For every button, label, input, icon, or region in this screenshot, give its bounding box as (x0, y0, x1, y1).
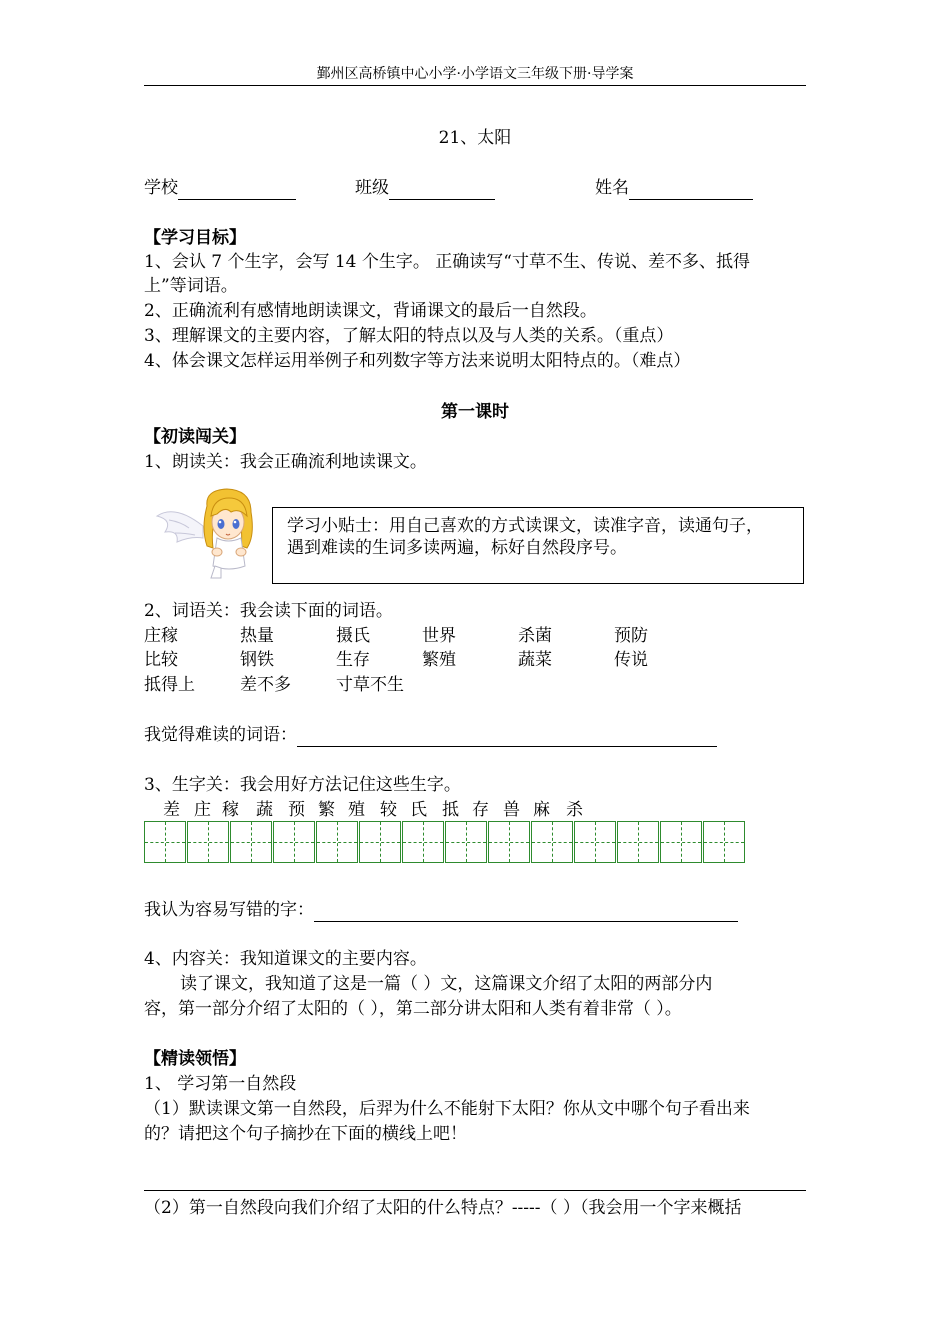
angel-icon (155, 486, 265, 581)
word: 繁殖 (422, 650, 456, 670)
writing-cell[interactable] (660, 821, 702, 863)
writing-cell[interactable] (316, 821, 358, 863)
name-label: 姓名 (595, 178, 629, 198)
p1-line-2: 的？请把这个句子摘抄在下面的横线上吧！ (144, 1124, 467, 1144)
char: 稼 (222, 800, 239, 820)
school-label: 学校 (144, 178, 178, 198)
page-header: 鄞州区高桥镇中心小学·小学语文三年级下册·导学案 (316, 66, 634, 82)
q1-reading: 1、朗读关：我会正确流利地读课文。 (144, 452, 427, 472)
writing-cell[interactable] (273, 821, 315, 863)
char: 杀 (566, 800, 583, 820)
hard-words-input-line[interactable] (297, 730, 717, 747)
writing-cell[interactable] (488, 821, 530, 863)
char: 蔬 (256, 800, 273, 820)
word: 热量 (240, 626, 274, 646)
word: 蔬菜 (518, 650, 552, 670)
writing-cell[interactable] (144, 821, 186, 863)
word: 生存 (336, 650, 370, 670)
easy-wrong-field[interactable] (144, 898, 738, 922)
school-field[interactable] (144, 176, 296, 200)
hard-words-label: 我觉得难读的词语： (144, 725, 297, 745)
name-input-line[interactable] (629, 183, 753, 200)
char: 预 (288, 800, 305, 820)
writing-cell[interactable] (359, 821, 401, 863)
summary-line-1: 读了课文，我知道了这是一篇（ ）文，这篇课文介绍了太阳的两部分内 (180, 974, 713, 994)
section-1-title: 1、 学习第一自然段 (144, 1074, 297, 1094)
char: 殖 (348, 800, 365, 820)
class-input-line[interactable] (389, 183, 495, 200)
word: 抵得上 (144, 675, 195, 695)
first-read-heading: 【初读闯关】 (144, 427, 246, 447)
char: 较 (380, 800, 397, 820)
hard-words-field[interactable] (144, 723, 717, 747)
char: 繁 (318, 800, 335, 820)
q2-words: 2、词语关：我会读下面的词语。 (144, 601, 393, 621)
char: 庄 (194, 800, 211, 820)
page-title: 21、太阳 (438, 128, 512, 148)
objective-3: 3、理解课文的主要内容，了解太阳的特点以及与人类的关系。（重点） (144, 326, 674, 346)
char: 抵 (442, 800, 459, 820)
char: 差 (163, 800, 180, 820)
q3-characters: 3、生字关：我会用好方法记住这些生字。 (144, 775, 461, 795)
char: 存 (472, 800, 489, 820)
objective-4: 4、体会课文怎样运用举例子和列数字等方法来说明太阳特点的。（难点） (144, 351, 691, 371)
lesson-title: 第一课时 (441, 402, 509, 422)
objective-1-line2: 上”等词语。 (144, 276, 238, 296)
q4-content: 4、内容关：我知道课文的主要内容。 (144, 949, 427, 969)
word: 杀菌 (518, 626, 552, 646)
writing-cell[interactable] (230, 821, 272, 863)
word: 摄氏 (336, 626, 370, 646)
writing-cell[interactable] (187, 821, 229, 863)
char: 兽 (503, 800, 520, 820)
objective-2: 2、正确流利有感情地朗读课文，背诵课文的最后一自然段。 (144, 301, 597, 321)
close-read-heading: 【精读领悟】 (144, 1049, 246, 1069)
writing-cell[interactable] (617, 821, 659, 863)
writing-cell[interactable] (445, 821, 487, 863)
char: 麻 (533, 800, 550, 820)
name-field[interactable] (595, 176, 753, 200)
word: 寸草不生 (336, 675, 404, 695)
word: 钢铁 (240, 650, 274, 670)
word: 差不多 (240, 675, 291, 695)
objective-1-line1: 1、会认 7 个生字，会写 14 个生字。 正确读写“寸草不生、传说、差不多、抵得 (144, 252, 750, 272)
objectives-heading: 【学习目标】 (144, 228, 246, 248)
tip-line-1: 学习小贴士：用自己喜欢的方式读课文，读准字音，读通句子， (287, 516, 763, 536)
writing-cell[interactable] (402, 821, 444, 863)
writing-cell[interactable] (574, 821, 616, 863)
p1-line-1: （1）默读课文第一自然段，后羿为什么不能射下太阳？你从文中哪个句子看出来 (144, 1099, 750, 1119)
easy-wrong-input-line[interactable] (314, 905, 738, 922)
tip-line-2: 遇到难读的生词多读两遍，标好自然段序号。 (287, 538, 627, 558)
writing-cell[interactable] (703, 821, 745, 863)
p2-line-1: （2）第一自然段向我们介绍了太阳的什么特点？-----（ ）（我会用一个字来概括 (144, 1198, 742, 1218)
writing-cell[interactable] (531, 821, 573, 863)
word: 庄稼 (144, 626, 178, 646)
class-field[interactable] (355, 176, 495, 200)
word: 传说 (614, 650, 648, 670)
char: 氏 (410, 800, 427, 820)
word: 世界 (422, 626, 456, 646)
header-rule (144, 85, 806, 86)
word: 比较 (144, 650, 178, 670)
summary-line-2: 容，第一部分介绍了太阳的（ ），第二部分讲太阳和人类有着非常（ ）。 (144, 999, 682, 1019)
school-input-line[interactable] (178, 183, 296, 200)
class-label: 班级 (355, 178, 389, 198)
easy-wrong-label: 我认为容易写错的字： (144, 900, 314, 920)
word: 预防 (614, 626, 648, 646)
answer-line[interactable] (144, 1190, 806, 1191)
